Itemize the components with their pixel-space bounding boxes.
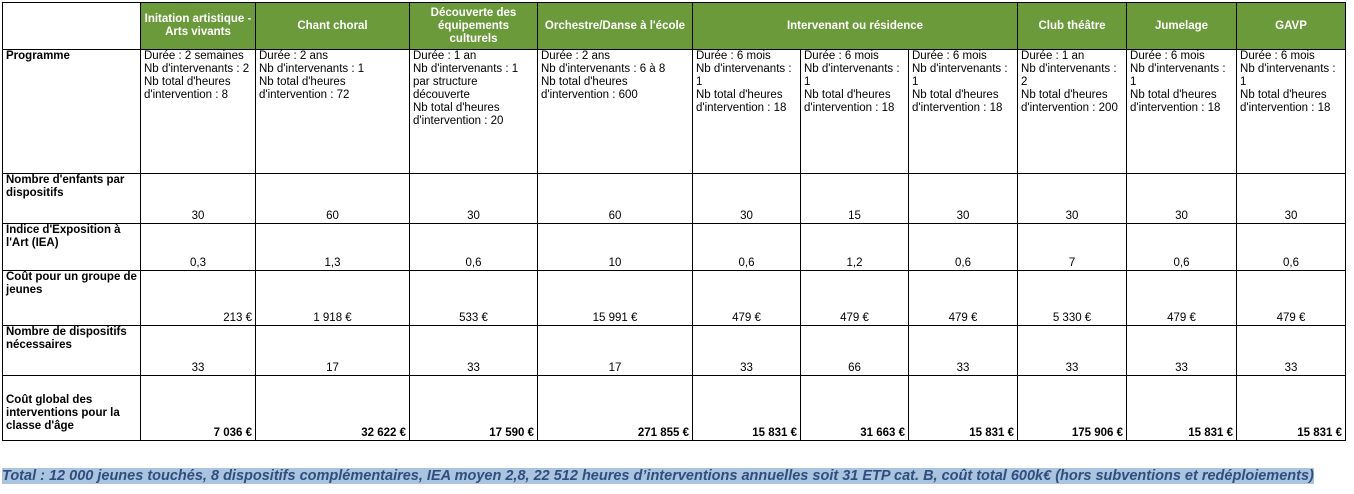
value-cell: 1,3	[256, 224, 410, 271]
programme-cell: Durée : 6 mois Nb d'intervenants : 1 Nb total d'heures d'intervention : 18	[1237, 50, 1346, 174]
col-header: Jumelage	[1127, 3, 1237, 50]
total-cell: 15 831 €	[693, 376, 801, 441]
col-header: Orchestre/Danse à l'école	[538, 3, 693, 50]
value-cell: 0,6	[1237, 224, 1346, 271]
col-header: Intervenant ou résidence	[693, 3, 1018, 50]
value-cell: 15	[801, 174, 909, 224]
value-cell: 1,2	[801, 224, 909, 271]
value-cell: 66	[801, 326, 909, 376]
row-label: Nombre d'enfants par dispositifs	[3, 174, 141, 224]
total-cell: 31 663 €	[801, 376, 909, 441]
value-cell: 533 €	[410, 271, 538, 326]
row-label: Coût global des interventions pour la classe d'âge	[3, 376, 141, 441]
total-cell: 15 831 €	[909, 376, 1018, 441]
value-cell: 33	[1127, 326, 1237, 376]
programme-cell: Durée : 1 an Nb d'intervenants : 2 Nb total d'heures d'intervention : 200	[1018, 50, 1127, 174]
programme-cell: Durée : 6 mois Nb d'intervenants : 1 Nb total d'heures d'intervention : 18	[1127, 50, 1237, 174]
row-cout-groupe	[3, 271, 1346, 326]
col-header: Initation artistique - Arts vivants	[141, 3, 256, 50]
col-header: Chant choral	[256, 3, 410, 50]
value-cell: 30	[1237, 174, 1346, 224]
value-cell: 1 918 €	[256, 271, 410, 326]
col-header: GAVP	[1237, 3, 1346, 50]
header-row	[3, 3, 1346, 50]
value-cell: 213 €	[141, 271, 256, 326]
value-cell: 30	[410, 174, 538, 224]
value-cell: 33	[909, 326, 1018, 376]
value-cell: 17	[538, 326, 693, 376]
value-cell: 479 €	[1127, 271, 1237, 326]
value-cell: 30	[1127, 174, 1237, 224]
value-cell: 60	[538, 174, 693, 224]
programme-cell: Durée : 6 mois Nb d'intervenants : 1 Nb total d'heures d'intervention : 18	[909, 50, 1018, 174]
value-cell: 0,6	[1127, 224, 1237, 271]
value-cell: 33	[410, 326, 538, 376]
total-cell: 15 831 €	[1237, 376, 1346, 441]
row-enfants	[3, 174, 1346, 224]
corner-cell	[3, 3, 141, 50]
value-cell: 33	[1018, 326, 1127, 376]
programme-cell: Durée : 6 mois Nb d'intervenants : 1 Nb total d'heures d'intervention : 18	[693, 50, 801, 174]
value-cell: 7	[1018, 224, 1127, 271]
value-cell: 0,6	[410, 224, 538, 271]
total-cell: 271 855 €	[538, 376, 693, 441]
total-cell: 17 590 €	[410, 376, 538, 441]
row-label: Programme	[3, 50, 141, 174]
programme-cell: Durée : 2 ans Nb d'intervenants : 6 à 8 Nb total d'heures d'intervention : 600	[538, 50, 693, 174]
total-cell: 32 622 €	[256, 376, 410, 441]
programme-cell: Durée : 2 semaines Nb d'intervenants : 2 Nb total d'heures d'intervention : 8	[141, 50, 256, 174]
total-cell: 7 036 €	[141, 376, 256, 441]
total-summary-text: Total : 12 000 jeunes touchés, 8 dispositifs complémentaires, IEA moyen 2,8, 22 512 heures d’interventions annuelles soit 31 ETP cat. B, coût total 600k€ (hors subventions et redéploiements)	[2, 468, 1314, 484]
row-label: Nombre de dispositifs nécessaires	[3, 326, 141, 376]
value-cell: 33	[693, 326, 801, 376]
value-cell: 15 991 €	[538, 271, 693, 326]
value-cell: 0,6	[909, 224, 1018, 271]
value-cell: 0,6	[693, 224, 801, 271]
value-cell: 5 330 €	[1018, 271, 1127, 326]
row-programme	[3, 50, 1346, 174]
value-cell: 30	[693, 174, 801, 224]
value-cell: 33	[141, 326, 256, 376]
value-cell: 0,3	[141, 224, 256, 271]
row-cout-global	[3, 376, 1346, 441]
col-header: Club théâtre	[1018, 3, 1127, 50]
value-cell: 30	[1018, 174, 1127, 224]
total-summary	[2, 468, 1354, 484]
cost-table	[2, 2, 1346, 441]
row-iea	[3, 224, 1346, 271]
value-cell: 479 €	[801, 271, 909, 326]
value-cell: 17	[256, 326, 410, 376]
value-cell: 30	[909, 174, 1018, 224]
programme-cell: Durée : 6 mois Nb d'intervenants : 1 Nb total d'heures d'intervention : 18	[801, 50, 909, 174]
value-cell: 479 €	[693, 271, 801, 326]
programme-cell: Durée : 2 ans Nb d'intervenants : 1 Nb total d'heures d'intervention : 72	[256, 50, 410, 174]
row-label: Indice d'Exposition à l'Art (IEA)	[3, 224, 141, 271]
col-header: Découverte des équipements culturels	[410, 3, 538, 50]
total-cell: 175 906 €	[1018, 376, 1127, 441]
row-label: Coût pour un groupe de jeunes	[3, 271, 141, 326]
value-cell: 10	[538, 224, 693, 271]
value-cell: 479 €	[909, 271, 1018, 326]
value-cell: 33	[1237, 326, 1346, 376]
row-nb-dispositifs	[3, 326, 1346, 376]
value-cell: 479 €	[1237, 271, 1346, 326]
value-cell: 60	[256, 174, 410, 224]
programme-cell: Durée : 1 an Nb d'intervenants : 1 par structure découverte Nb total d'heures d'intervention : 20	[410, 50, 538, 174]
value-cell: 30	[141, 174, 256, 224]
total-cell: 15 831 €	[1127, 376, 1237, 441]
